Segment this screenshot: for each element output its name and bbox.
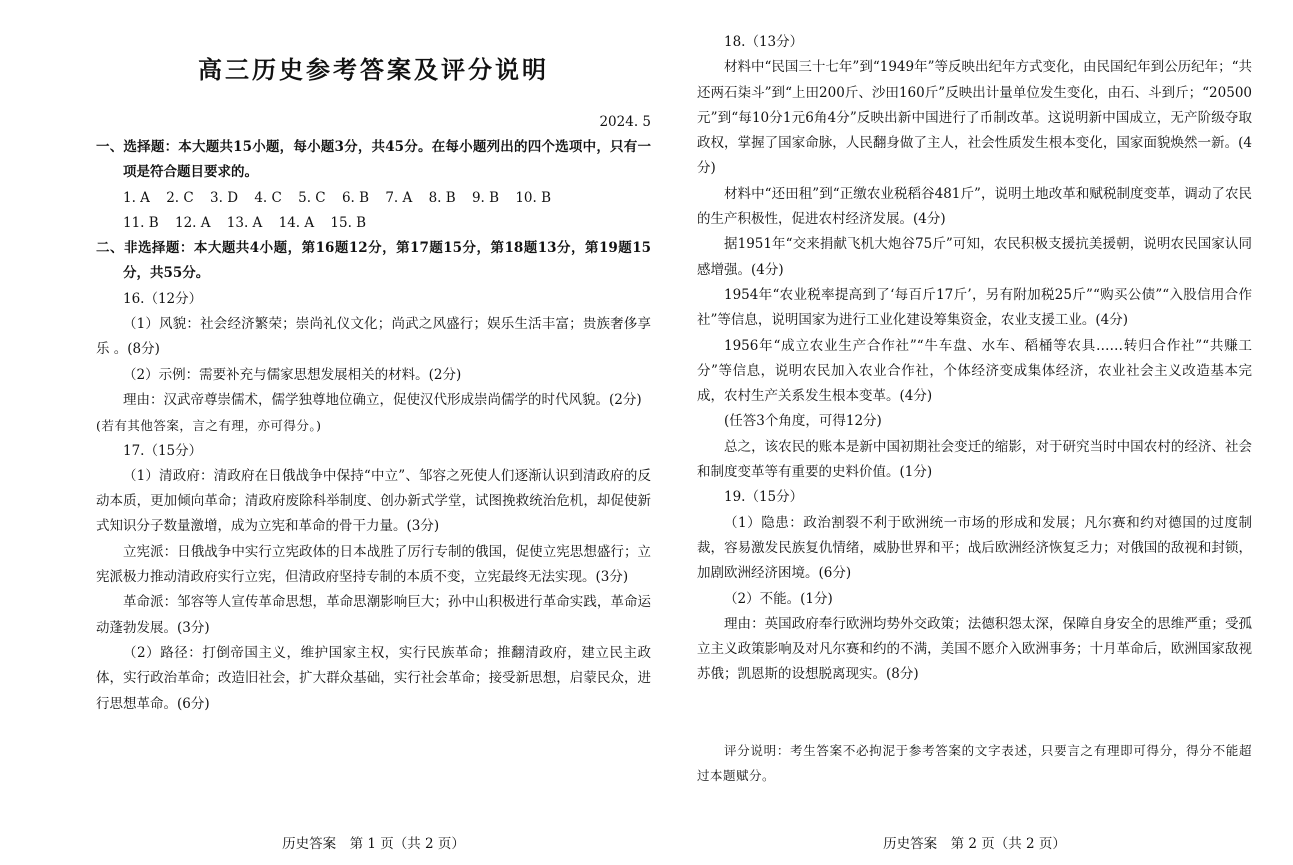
q18-scoring: (任答3个角度，可得12分) <box>724 413 882 430</box>
q17-part1: （1）清政府：清政府在日俄战争中保持“中立”、邹容之死使人们逐渐认识到清政府的反动本质，更加倾向革命；清政府废除科举制度、创办新式学堂，试图挽救统治危机，却促使新式知识分子数量激增，成为立宪和革命的骨干力量。(3分) <box>96 467 651 535</box>
answer-10: 10. B <box>515 189 552 206</box>
q16-note: (若有其他答案，言之有理，亦可得分。) <box>96 418 322 434</box>
answer-2: 2. C <box>166 189 194 206</box>
answers-row-2 <box>96 211 651 236</box>
answer-7: 7. A <box>385 189 413 206</box>
q17-part2: （2）路径：打倒帝国主义，维护国家主权，实行民族革命；推翻清政府，建立民主政体，实行政治革命；改造旧社会，扩大群众基础，实行社会革命；接受新思想，启蒙民众，进行思想革命。(6分) <box>96 644 651 712</box>
q16-label: 16.（12分） <box>123 290 203 307</box>
q18-summary: 总之，该农民的账本是新中国初期社会变迁的缩影，对于研究当时中国农村的经济、社会和制度变革等有重要的史料价值。(1分) <box>697 438 1252 481</box>
q18-label: 18.（13分） <box>724 34 804 50</box>
left-column <box>96 135 651 717</box>
answer-9: 9. B <box>471 189 500 206</box>
answer-12: 12. A <box>174 214 211 231</box>
q17-revolutionaries: 革命派：邹容等人宣传革命思想，革命思潮影响巨大；孙中山积极进行革命实践，革命运动蓬勃发展。(3分) <box>96 594 651 636</box>
q19-label: 19.（15分） <box>724 489 804 506</box>
q16-reason: 理由：汉武帝尊崇儒术，儒学独尊地位确立，促使汉代形成崇尚儒学的时代风貌。(2分) <box>123 391 642 408</box>
q17-label: 17.（15分） <box>123 442 203 459</box>
scoring-note: 评分说明：考生答案不必拘泥于参考答案的文字表述，只要言之有理即可得分，得分不能超过本题赋分。 <box>697 742 1252 784</box>
answer-4: 4. C <box>254 189 282 206</box>
page-title: 高三历史参考答案及评分说明 <box>198 56 549 84</box>
footer-page-1: 历史答案 第 1 页（共 2 页） <box>282 836 465 852</box>
section1-heading: 一、选择题：本大题共15小题，每小题3分，共45分。在每小题列出的四个选项中，只有一项是符合题目要求的。 <box>96 139 651 181</box>
answer-6: 6. B <box>341 189 370 206</box>
answers-row-1 <box>96 186 651 211</box>
q18-para5: 1956年“成立农业生产合作社”“牛车盘、水车、稻桶等农具……转归合作社”“共赚工分”等信息，说明农民加入农业合作社，个体经济变成集体经济，农业社会主义改造基本完成，农村生产关系发生根本变革。(4分) <box>697 337 1252 405</box>
q19-reason: 理由：英国政府奉行欧洲均势外交政策；法德积怨太深，保障自身安全的思维严重；受孤立主义政策影响及对凡尔赛和约的不满，美国不愿介入欧洲事务；十月革命后，欧洲国家敌视苏俄；凯恩斯的设想脱离现实。(8分) <box>697 615 1252 683</box>
right-column <box>697 30 1252 788</box>
answer-14: 14. A <box>278 214 315 231</box>
q18-para3: 据1951年“交来捐献飞机大炮谷75斤”可知，农民积极支援抗美援朝，说明农民国家认同感增强。(4分) <box>697 236 1252 278</box>
answer-8: 8. B <box>428 189 456 206</box>
q19-part2: （2）不能。(1分) <box>724 590 833 607</box>
q18-para1: 材料中“民国三十七年”到“1949年”等反映出纪年方式变化，由民国纪年到公历纪年；“共还两石柒斗”到“上田200斤、沙田160斤”反映出计量单位发生变化，由石、斗到斤；“20500元”到“每10分1元6角4分”反映出新中国进行了币制改革。这说明新中国成立，无产阶级夺取政权，掌握了国家命脉，人民翻身做了主人，社会性质发生根本变化，国家面貌焕然一新。(4分) <box>697 59 1252 177</box>
answer-13: 13. A <box>226 214 263 231</box>
answer-5: 5. C <box>298 189 326 206</box>
section2-heading: 二、非选择题：本大题共4小题，第16题12分，第17题15分，第18题13分，第19题15分，共55分。 <box>96 240 651 282</box>
q18-para4: 1954年“农业税率提高到了‘每百斤17斤’，另有附加税25斤”“购买公债”“入股信用合作社”等信息，说明国家为进行工业化建设筹集资金，农业支援工业。(4分) <box>697 286 1252 329</box>
answer-1: 1. A <box>123 189 150 206</box>
date-label: 2024. 5 <box>599 114 651 130</box>
answer-3: 3. D <box>210 189 239 206</box>
q18-para2: 材料中“还田租”到“正缴农业税稻谷481斤”，说明土地改革和赋税制度变革，调动了农民的生产积极性，促进农村经济发展。(4分) <box>697 185 1252 228</box>
footer-page-2: 历史答案 第 2 页（共 2 页） <box>883 836 1066 852</box>
q16-part1: （1）风貌：社会经济繁荣；崇尚礼仪文化；尚武之风盛行；娱乐生活丰富；贵族奢侈享乐 。(8分) <box>96 316 651 358</box>
q17-constitutionalists: 立宪派：日俄战争中实行立宪政体的日本战胜了厉行专制的俄国，促使立宪思想盛行；立宪派极力推动清政府实行立宪，但清政府坚持专制的本质不变，立宪最终无法实现。(3分) <box>96 543 651 586</box>
q19-part1: （1）隐患：政治割裂不利于欧洲统一市场的形成和发展；凡尔赛和约对德国的过度制裁，容易激发民族复仇情绪，威胁世界和平；战后欧洲经济恢复乏力；对俄国的敌视和封锁，加剧欧洲经济困境。(6分) <box>697 514 1252 582</box>
q16-part2: （2）示例：需要补充与儒家思想发展相关的材料。(2分) <box>123 366 462 383</box>
answer-11: 11. B <box>123 214 159 231</box>
answer-15: 15. B <box>330 214 367 231</box>
